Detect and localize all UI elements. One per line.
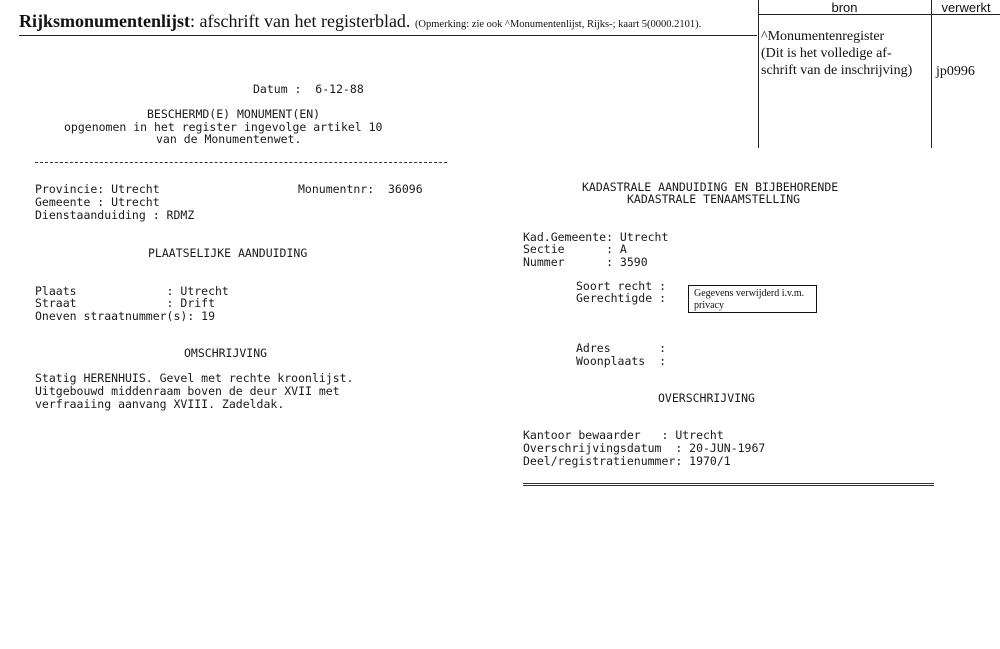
heading-monumentenwet: van de Monumentenwet. [156,132,302,146]
monumentnr: Monumentnr: 36096 [298,182,423,196]
kantoor-bewaarder: Kantoor bewaarder : Utrecht [523,428,724,442]
oneven-straatnummer: Oneven straatnummer(s): 19 [35,309,216,323]
bron-line-3: schrift van de inschrijving) [761,63,913,78]
source-table [758,0,1000,148]
plaats: Plaats : Utrecht [35,284,229,298]
soort-recht: Soort recht : [576,279,667,293]
provincie: Provincie: Utrecht [35,182,160,196]
datum: Datum : 6-12-88 [253,82,364,96]
omschrijving-heading: OMSCHRIJVING [184,346,268,360]
bron-line-2: (Dit is het volledige af- [761,46,892,61]
nummer: Nummer : 3590 [523,255,648,269]
heading-opgenomen: opgenomen in het register ingevolge artikel 10 [64,120,383,134]
table-border-mid [931,0,932,148]
bron-line-1: ^Monumentenregister [761,29,885,44]
omschrijving-line-2: Uitgebouwd middenraam boven de deur XVII met [35,384,340,398]
title-bold: Rijksmonumentenlijst [19,11,191,31]
title-rest: : afschrift van het registerblad. [190,11,411,31]
header-rule [19,35,757,36]
gerechtigde: Gerechtigde : [576,291,667,305]
privacy-redaction-box: Gegevens verwijderd i.v.m. privacy [688,285,817,313]
gemeente: Gemeente : Utrecht [35,195,160,209]
kad-gemeente: Kad.Gemeente: Utrecht [523,230,669,244]
deel-registratienummer: Deel/registratienummer: 1970/1 [523,454,731,468]
overschrijvingsdatum: Overschrijvingsdatum : 20-JUN-1967 [523,441,766,455]
title-note: (Opmerking: zie ook ^Monumentenlijst, Rijks-; kaart 5(0000.2101). [414,19,702,30]
heading-beschermd: BESCHERMD(E) MONUMENT(EN) [147,107,321,121]
column-header-verwerkt: verwerkt [941,0,991,15]
kadastraal-heading-2: KADASTRALE TENAAMSTELLING [627,192,801,206]
double-rule-divider [523,483,934,486]
straat: Straat : Drift [35,296,216,310]
omschrijving-line-1: Statig HERENHUIS. Gevel met rechte kroonlijst. [35,371,354,385]
table-border-left [758,0,759,148]
verwerkt-value: jp0996 [936,64,975,79]
omschrijving-line-3: verfraaiing aanvang XVIII. Zadeldak. [35,397,285,411]
woonplaats: Woonplaats : [576,354,667,368]
page-title [19,11,701,32]
kadastraal-heading-1: KADASTRALE AANDUIDING EN BIJBEHORENDE [582,180,839,194]
overschrijving-heading: OVERSCHRIJVING [658,391,755,405]
column-header-bron: bron [831,0,858,15]
adres: Adres : [576,341,667,355]
dienstaanduiding: Dienstaanduiding : RDMZ [35,208,195,222]
dashed-divider [35,162,447,163]
sectie: Sectie : A [523,242,627,256]
plaatselijke-heading: PLAATSELIJKE AANDUIDING [148,246,308,260]
